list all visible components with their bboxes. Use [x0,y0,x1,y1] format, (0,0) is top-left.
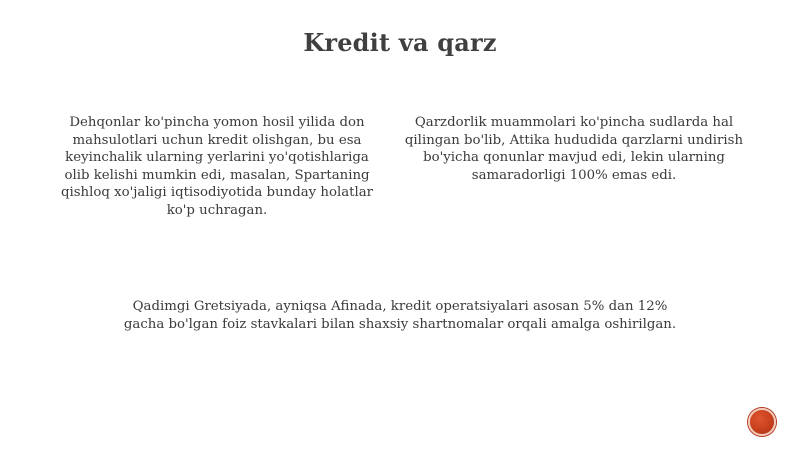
left-paragraph: Dehqonlar ko'pincha yomon hosil yilida don mahsulotlari uchun kredit olishgan, bu esa keyinchalik ularning yerlarini yo'qotishlariga olib kelishi mumkin edi, masalan, Spartaning qishloq xo'jaligi iqtisodiyotida bunday holatlar ko'p uchragan. [60,115,374,218]
slide-title: Kredit va qarz [303,28,497,57]
right-paragraph: Qarzdorlik muammolari ko'pincha sudlarda hal qilingan bo'lib, Attika hududida qarzlarni undirish bo'yicha qonunlar mavjud edi, lekin ularning samaradorligi 100% emas edi. [404,115,744,183]
circle-logo-icon [748,408,776,436]
bottom-paragraph: Qadimgi Gretsiyada, ayniqsa Afinada, kredit operatsiyalari asosan 5% dan 12% gacha bo'lgan foiz stavkalari bilan shaxsiy shartnomalar orqali amalga oshirilgan. [123,299,677,332]
